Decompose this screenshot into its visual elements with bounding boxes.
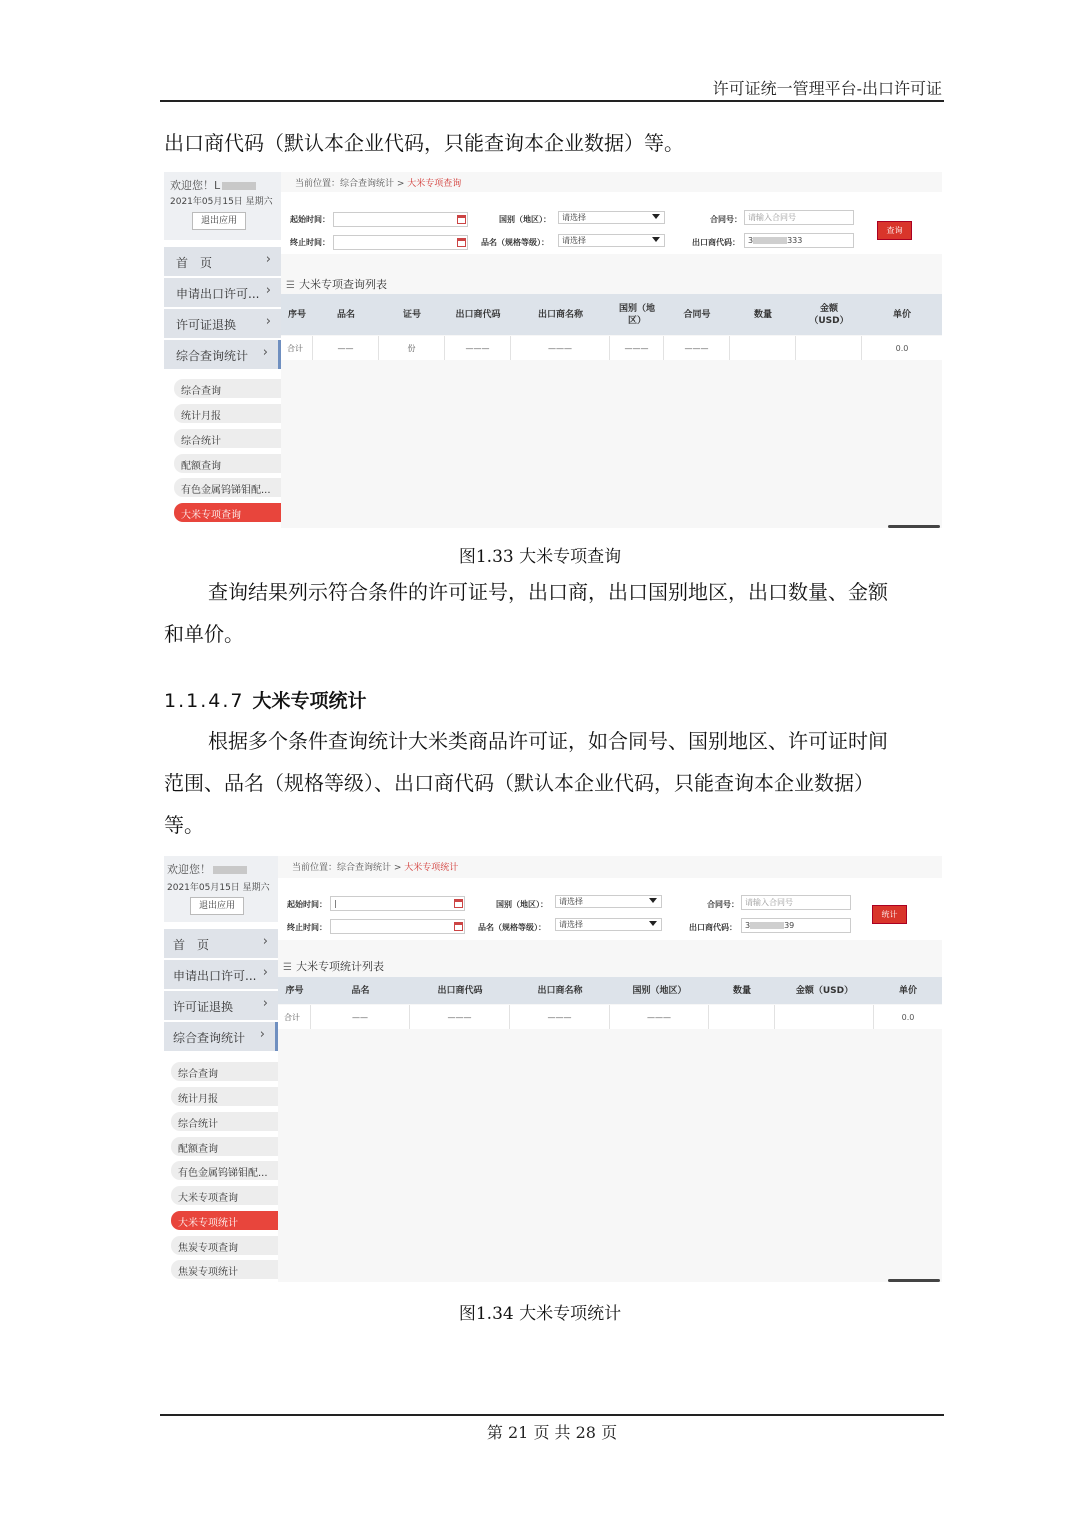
- figure-rice-stats-screenshot: [164, 856, 942, 1282]
- figure-caption-2: 图1.34 大米专项统计: [458, 1304, 622, 1324]
- subnav-nonferrous-metals[interactable]: 有色金属钨锑钼配...: [171, 1161, 278, 1180]
- dropdown-arrow-icon: [649, 898, 657, 903]
- product-label: 品名（规格等级）：: [478, 923, 546, 932]
- welcome-text: 欢迎您！: [167, 863, 211, 876]
- date-text: 2021年05月15日 星期六: [170, 197, 273, 207]
- calendar-icon[interactable]: [457, 215, 466, 224]
- exporter-code-input[interactable]: 3 333: [744, 233, 854, 248]
- scrollbar[interactable]: [888, 1279, 940, 1282]
- breadcrumb-current: 大米专项查询: [407, 179, 462, 189]
- intro-line: 出口商代码（默认本企业代码，只能查询本企业数据）等。: [164, 131, 684, 155]
- figure-caption-1: 图1.33 大米专项查询: [458, 547, 622, 567]
- subnav-general-query[interactable]: 综合查询: [171, 1062, 278, 1081]
- start-time-label: 起始时间：: [290, 215, 330, 224]
- exporter-code-label: 出口商代码：: [689, 923, 737, 932]
- chevron-right-icon: ›: [265, 283, 271, 298]
- logout-button[interactable]: 退出应用: [192, 212, 246, 230]
- list-icon: ☰: [283, 962, 292, 973]
- redacted-username: [222, 182, 256, 190]
- dropdown-arrow-icon: [649, 921, 657, 926]
- subnav-rice-query[interactable]: 大米专项查询: [174, 503, 281, 522]
- figure-rice-query-screenshot: [164, 172, 942, 528]
- welcome-panel: [164, 172, 281, 240]
- redacted-code: [750, 922, 784, 929]
- nav-query-stats[interactable]: 综合查询统计 ›: [164, 340, 281, 369]
- paragraph-2-line-1: 查询结果列示符合条件的许可证号，出口商，出口国别地区，出口数量、金额: [208, 580, 888, 604]
- redacted-username: [213, 866, 247, 874]
- subnav-rice-stats[interactable]: 大米专项统计: [171, 1211, 278, 1230]
- chevron-right-icon: ›: [262, 965, 268, 980]
- chevron-right-icon: ›: [262, 345, 268, 360]
- nav-query-stats[interactable]: 综合查询统计 ›: [164, 1022, 278, 1051]
- product-select[interactable]: 请选择: [555, 918, 662, 931]
- list-icon: ☰: [286, 280, 295, 291]
- start-time-label: 起始时间：: [287, 900, 327, 909]
- start-time-input[interactable]: [333, 212, 468, 227]
- col-header: 数量: [732, 985, 751, 996]
- dropdown-arrow-icon: [652, 237, 660, 242]
- scrollbar[interactable]: [888, 525, 940, 528]
- product-label: 品名（规格等级）：: [481, 238, 549, 247]
- subnav-rice-query[interactable]: 大米专项查询: [171, 1186, 278, 1205]
- page-number: 第 21 页 共 28 页: [486, 1423, 618, 1442]
- chevron-right-icon: ›: [259, 1027, 265, 1042]
- col-header: 金额（USD）: [795, 985, 854, 996]
- col-header: 品名: [351, 985, 370, 996]
- paragraph-2-line-2: 和单价。: [164, 622, 244, 646]
- exporter-code-input[interactable]: 3 39: [741, 918, 851, 933]
- subnav-quota-query[interactable]: 配额查询: [171, 1137, 278, 1156]
- redacted-code: [753, 237, 787, 244]
- subnav-nonferrous-metals[interactable]: 有色金属钨锑钼配...: [174, 478, 281, 497]
- page-header: [160, 74, 944, 102]
- table-row: 合计 —— 份 ——— ——— ——— ——— 0.0: [281, 336, 942, 360]
- calendar-icon[interactable]: [454, 922, 463, 931]
- col-header: 国别（地区）: [618, 303, 655, 326]
- subnav-general-stats[interactable]: 综合统计: [171, 1112, 278, 1131]
- calendar-icon[interactable]: [454, 899, 463, 908]
- col-header: 序号: [285, 985, 304, 996]
- contract-input[interactable]: 请输入合同号: [744, 210, 854, 225]
- calendar-icon[interactable]: [457, 238, 466, 247]
- subnav-monthly-report[interactable]: 统计月报: [174, 404, 281, 423]
- col-header: 序号: [287, 309, 306, 320]
- breadcrumb: 当前位置：综合查询统计 > 大米专项查询: [295, 179, 462, 189]
- col-header: 金额（USD）: [809, 303, 849, 326]
- paragraph-3-line-2: 范围、品名（规格等级）、出口商代码（默认本企业代码，只能查询本企业数据）: [164, 771, 874, 795]
- subnav-general-query[interactable]: 综合查询: [174, 379, 281, 398]
- page-footer: [160, 1414, 944, 1442]
- contract-input[interactable]: 请输入合同号: [741, 895, 851, 910]
- col-header: 单价: [892, 309, 911, 320]
- nav-license-return[interactable]: 许可证退换 ›: [164, 309, 281, 338]
- end-time-input[interactable]: [330, 919, 465, 934]
- col-header: 单价: [898, 985, 917, 996]
- welcome-panel: [164, 856, 278, 922]
- chevron-right-icon: ›: [265, 314, 271, 329]
- query-form: [281, 192, 942, 254]
- table-header: [281, 294, 942, 335]
- section-number: 1.1.4.7: [164, 690, 245, 712]
- col-header: 出口商代码: [455, 309, 501, 320]
- col-header: 出口商代码: [437, 985, 483, 996]
- col-header: 证号: [402, 309, 421, 320]
- nav-home[interactable]: 首 页 ›: [164, 929, 278, 958]
- date-text: 2021年05月15日 星期六: [167, 883, 270, 893]
- section-heading: [164, 686, 367, 713]
- col-header: 国别（地区）: [632, 985, 687, 996]
- paragraph-3-line-3: 等。: [164, 813, 204, 837]
- product-select[interactable]: 请选择: [558, 234, 665, 247]
- subnav-quota-query[interactable]: 配额查询: [174, 454, 281, 473]
- nav-apply-export[interactable]: 申请出口许可... ›: [164, 960, 278, 989]
- col-header: 出口商名称: [537, 309, 583, 320]
- paragraph-3-line-1: 根据多个条件查询统计大米类商品许可证，如合同号、国别地区、许可证时间: [208, 729, 888, 753]
- list-title: ☰ 大米专项统计列表: [283, 960, 384, 973]
- start-time-input[interactable]: |: [330, 896, 465, 911]
- end-time-input[interactable]: [333, 235, 468, 250]
- country-label: 国别（地区）：: [499, 215, 551, 224]
- exporter-code-label: 出口商代码：: [692, 238, 740, 247]
- end-time-label: 终止时间：: [287, 923, 327, 932]
- section-title: 大米专项统计: [252, 690, 367, 712]
- contract-label: 合同号：: [710, 215, 742, 224]
- contract-label: 合同号：: [707, 900, 739, 909]
- chevron-right-icon: ›: [265, 252, 271, 267]
- subnav-coke-query[interactable]: 焦炭专项查询: [171, 1236, 278, 1255]
- chevron-right-icon: ›: [262, 996, 268, 1011]
- nav-apply-export[interactable]: 申请出口许可... ›: [164, 278, 281, 307]
- breadcrumb: 当前位置：综合查询统计 > 大米专项统计: [292, 863, 459, 873]
- country-label: 国别（地区）：: [496, 900, 548, 909]
- query-button[interactable]: 查询: [877, 221, 912, 240]
- stats-button[interactable]: 统计: [872, 905, 907, 924]
- breadcrumb-current: 大米专项统计: [404, 863, 459, 873]
- nav-license-return[interactable]: 许可证退换 ›: [164, 991, 278, 1020]
- logout-button[interactable]: 退出应用: [190, 897, 244, 915]
- subnav-monthly-report[interactable]: 统计月报: [171, 1087, 278, 1106]
- col-header: 合同号: [683, 309, 711, 320]
- chevron-right-icon: ›: [262, 934, 268, 949]
- country-select[interactable]: 请选择: [555, 895, 662, 908]
- col-header: 出口商名称: [537, 985, 583, 996]
- welcome-text: 欢迎您！L: [170, 179, 221, 192]
- subnav-general-stats[interactable]: 综合统计: [174, 429, 281, 448]
- end-time-label: 终止时间：: [290, 238, 330, 247]
- subnav-coke-stats[interactable]: 焦炭专项统计: [171, 1260, 278, 1279]
- table-row: 合计 —— ——— ——— ——— 0.0: [278, 1005, 942, 1029]
- country-select[interactable]: 请选择: [558, 211, 665, 224]
- table-header: [278, 977, 942, 1004]
- dropdown-arrow-icon: [652, 214, 660, 219]
- sidebar: [164, 172, 281, 528]
- col-header: 品名: [336, 309, 355, 320]
- col-header: 数量: [753, 309, 772, 320]
- list-title: ☰ 大米专项查询列表: [286, 278, 387, 291]
- nav-home[interactable]: 首 页 ›: [164, 247, 281, 276]
- page-header-title: 许可证统一管理平台-出口许可证: [712, 79, 942, 98]
- stats-form: [278, 878, 942, 940]
- sidebar: [164, 856, 278, 1282]
